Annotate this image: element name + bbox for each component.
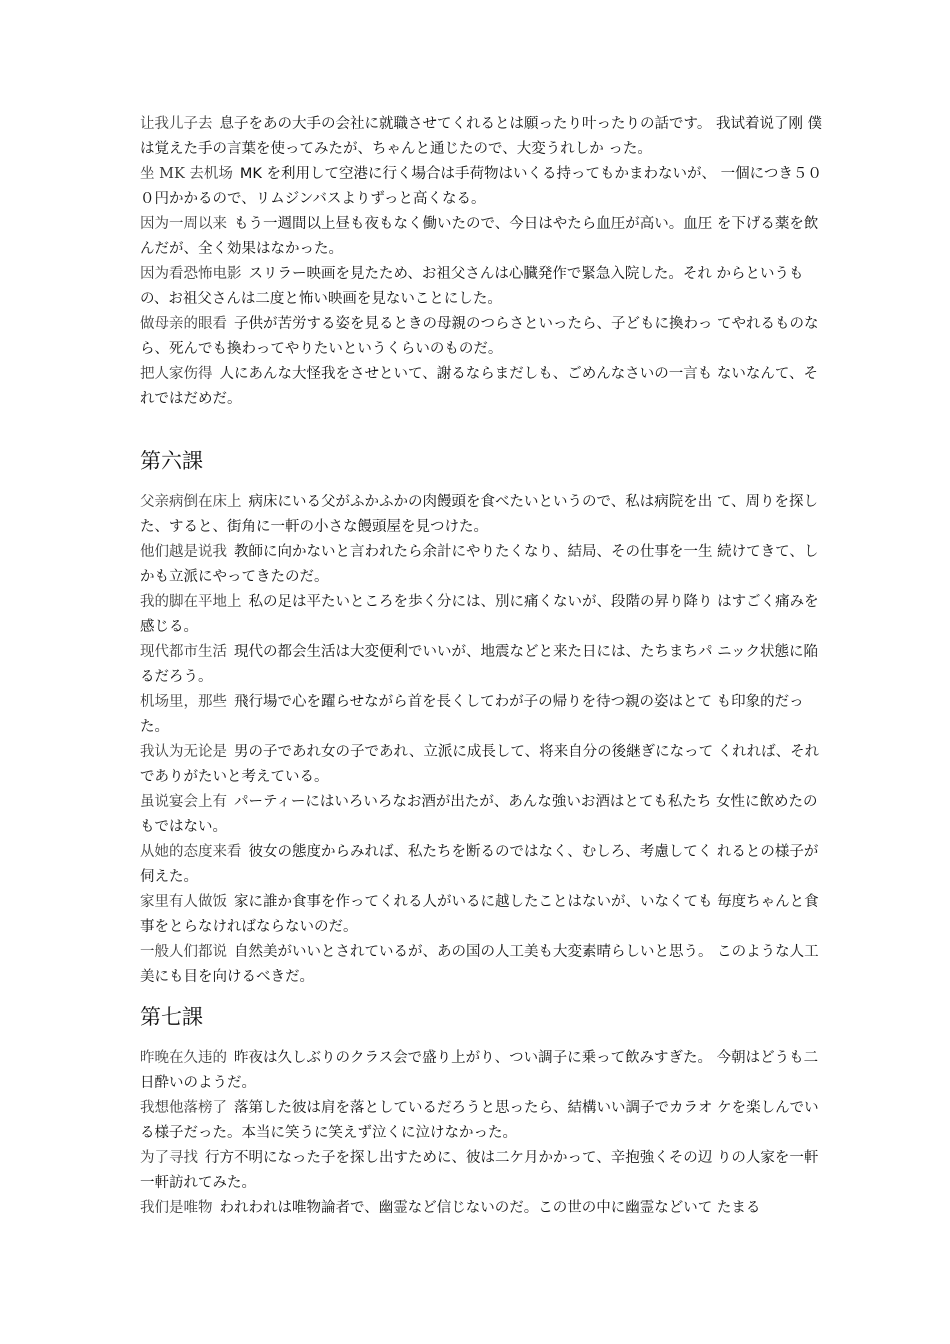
japanese-sentence: 息子をあの大手の会社に就職させてくれるとは願ったり叶ったりの話です。 我试着说了刚 僕は覚えた手の言葉を使ってみたが、ちゃんと通じたので、大変うれしか った。 [140, 116, 823, 157]
sentence-entry [140, 212, 824, 262]
chinese-prompt: 坐 MK 去机场 [140, 166, 233, 182]
chinese-prompt: 因为看恐怖电影 [140, 266, 242, 282]
section-intro [140, 112, 824, 412]
chinese-prompt: 把人家伤得 [140, 366, 213, 382]
chinese-prompt: 机场里，那些 [140, 694, 227, 710]
chinese-prompt: 昨晚在久违的 [140, 1050, 227, 1066]
section-lesson-6 [140, 490, 824, 990]
japanese-sentence: 私の足は平たいところを歩く分には、別に痛くないが、段階の昇り降り はすごく痛みを感じる。 [140, 594, 819, 635]
chinese-prompt: 我的脚在平地上 [140, 594, 242, 610]
japanese-sentence: 現代の都会生活は大変便利でいいが、地震などと来た日には、たちまちパ ニック状態に陥るだろう。 [140, 644, 819, 685]
sentence-entry [140, 840, 824, 890]
sentence-entry [140, 490, 824, 540]
japanese-sentence: 教師に向かないと言われたら余計にやりたくなり、結局、その仕事を一生 続けてきて、しかも立派にやってきたのだ。 [140, 544, 819, 585]
japanese-sentence: 人にあんな大怪我をさせといて、謝るならまだしも、ごめんなさいの一言も ないなんて、それではだめだ。 [140, 366, 819, 407]
japanese-sentence: 男の子であれ女の子であれ、立派に成長して、将来自分の後継ぎになって くれれば、それでありがたいと考えている。 [140, 744, 820, 785]
japanese-sentence: われわれは唯物論者で、幽霊など信じないのだ。この世の中に幽霊などいて たまる [219, 1200, 761, 1216]
chinese-prompt: 我认为无论是 [140, 744, 227, 760]
japanese-sentence: もう一週間以上昼も夜もなく働いたので、今日はやたら血圧が高い。血圧 を下げる薬を飲んだが、全く効果はなかった。 [140, 216, 819, 257]
sentence-entry [140, 640, 824, 690]
chinese-prompt: 从她的态度来看 [140, 844, 242, 860]
chinese-prompt: 父亲病倒在床上 [140, 494, 242, 510]
sentence-entry [140, 262, 824, 312]
japanese-sentence: 飛行場で心を躍らせながら首を長くしてわが子の帰りを待つ親の姿はとて も印象的だった。 [140, 694, 804, 735]
chinese-prompt: 因为一周以来 [140, 216, 227, 232]
chinese-prompt: 我想他落榜了 [140, 1100, 227, 1116]
section-lesson-7 [140, 1046, 824, 1221]
chinese-prompt: 他们越是说我 [140, 544, 227, 560]
sentence-entry [140, 1046, 824, 1096]
sentence-entry [140, 312, 824, 362]
document-page [140, 112, 824, 1221]
sentence-entry [140, 590, 824, 640]
sentence-entry [140, 740, 824, 790]
section-title-lesson-6: 第六課 [140, 449, 203, 473]
chinese-prompt: 虽说宴会上有 [140, 794, 227, 810]
chinese-prompt: 家里有人做饭 [140, 894, 227, 910]
japanese-sentence: MK を利用して空港に行く場合は手荷物はいくる持ってもかまわないが、 一個につき５００円かかるので、リムジンバスよりずっと高くなる。 [140, 166, 822, 207]
chinese-prompt: 现代都市生活 [140, 644, 227, 660]
chinese-prompt: 做母亲的眼看 [140, 316, 227, 332]
chinese-prompt: 为了寻找 [140, 1150, 198, 1166]
japanese-sentence: 行方不明になった子を探し出すために、彼は二ケ月かかって、辛抱強くその辺 りの人家を一軒一軒訪れてみた。 [140, 1150, 819, 1191]
japanese-sentence: 落第した彼は肩を落としているだろうと思ったら、結構いい調子でカラオ ケを楽しんでいる様子だった。本当に笑うに笑えず泣くに泣けなかった。 [140, 1100, 819, 1141]
sentence-entry [140, 112, 824, 162]
sentence-entry [140, 790, 824, 840]
sentence-entry [140, 1096, 824, 1146]
sentence-entry [140, 890, 824, 940]
japanese-sentence: 子供が苦労する姿を見るときの母親のつらさといったら、子どもに換わっ てやれるものなら、死んでも換わってやりたいというくらいのものだ。 [140, 316, 819, 357]
chinese-prompt: 一般人们都说 [140, 944, 227, 960]
sentence-entry [140, 940, 824, 990]
japanese-sentence: パーティーにはいろいろなお酒が出たが、あんな強いお酒はとても私たち 女性に飲めたのもではない。 [140, 794, 818, 835]
section-title-lesson-7: 第七課 [140, 1005, 203, 1029]
japanese-sentence: 家に誰か食事を作ってくれる人がいるに越したことはないが、いなくても 毎度ちゃんと食事をとらなければならないのだ。 [140, 894, 819, 935]
sentence-entry [140, 162, 824, 212]
japanese-sentence: スリラー映画を見たため、お祖父さんは心臓発作で緊急入院した。それ からというもの、お祖父さんは二度と怖い映画を見ないことにした。 [140, 266, 804, 307]
sentence-entry [140, 1146, 824, 1196]
sentence-entry [140, 690, 824, 740]
sentence-entry [140, 1196, 824, 1221]
chinese-prompt: 让我儿子去 [140, 116, 213, 132]
japanese-sentence: 彼女の態度からみれば、私たちを断るのではなく、むしろ、考慮してく れるとの様子が伺えた。 [140, 844, 819, 885]
chinese-prompt: 我们是唯物 [140, 1200, 213, 1216]
japanese-sentence: 昨夜は久しぶりのクラス会で盛り上がり、つい調子に乗って飲みすぎた。 今朝はどうも二日酔いのようだ。 [140, 1050, 819, 1091]
japanese-sentence: 自然美がいいとされているが、あの国の人工美も大変素晴らしいと思う。 このような人工美にも目を向けるべきだ。 [140, 944, 819, 985]
sentence-entry [140, 362, 824, 412]
japanese-sentence: 病床にいる父がふかふかの肉饅頭を食べたいというので、私は病院を出 て、周りを探した、すると、街角に一軒の小さな饅頭屋を見つけた。 [140, 494, 819, 535]
sentence-entry [140, 540, 824, 590]
